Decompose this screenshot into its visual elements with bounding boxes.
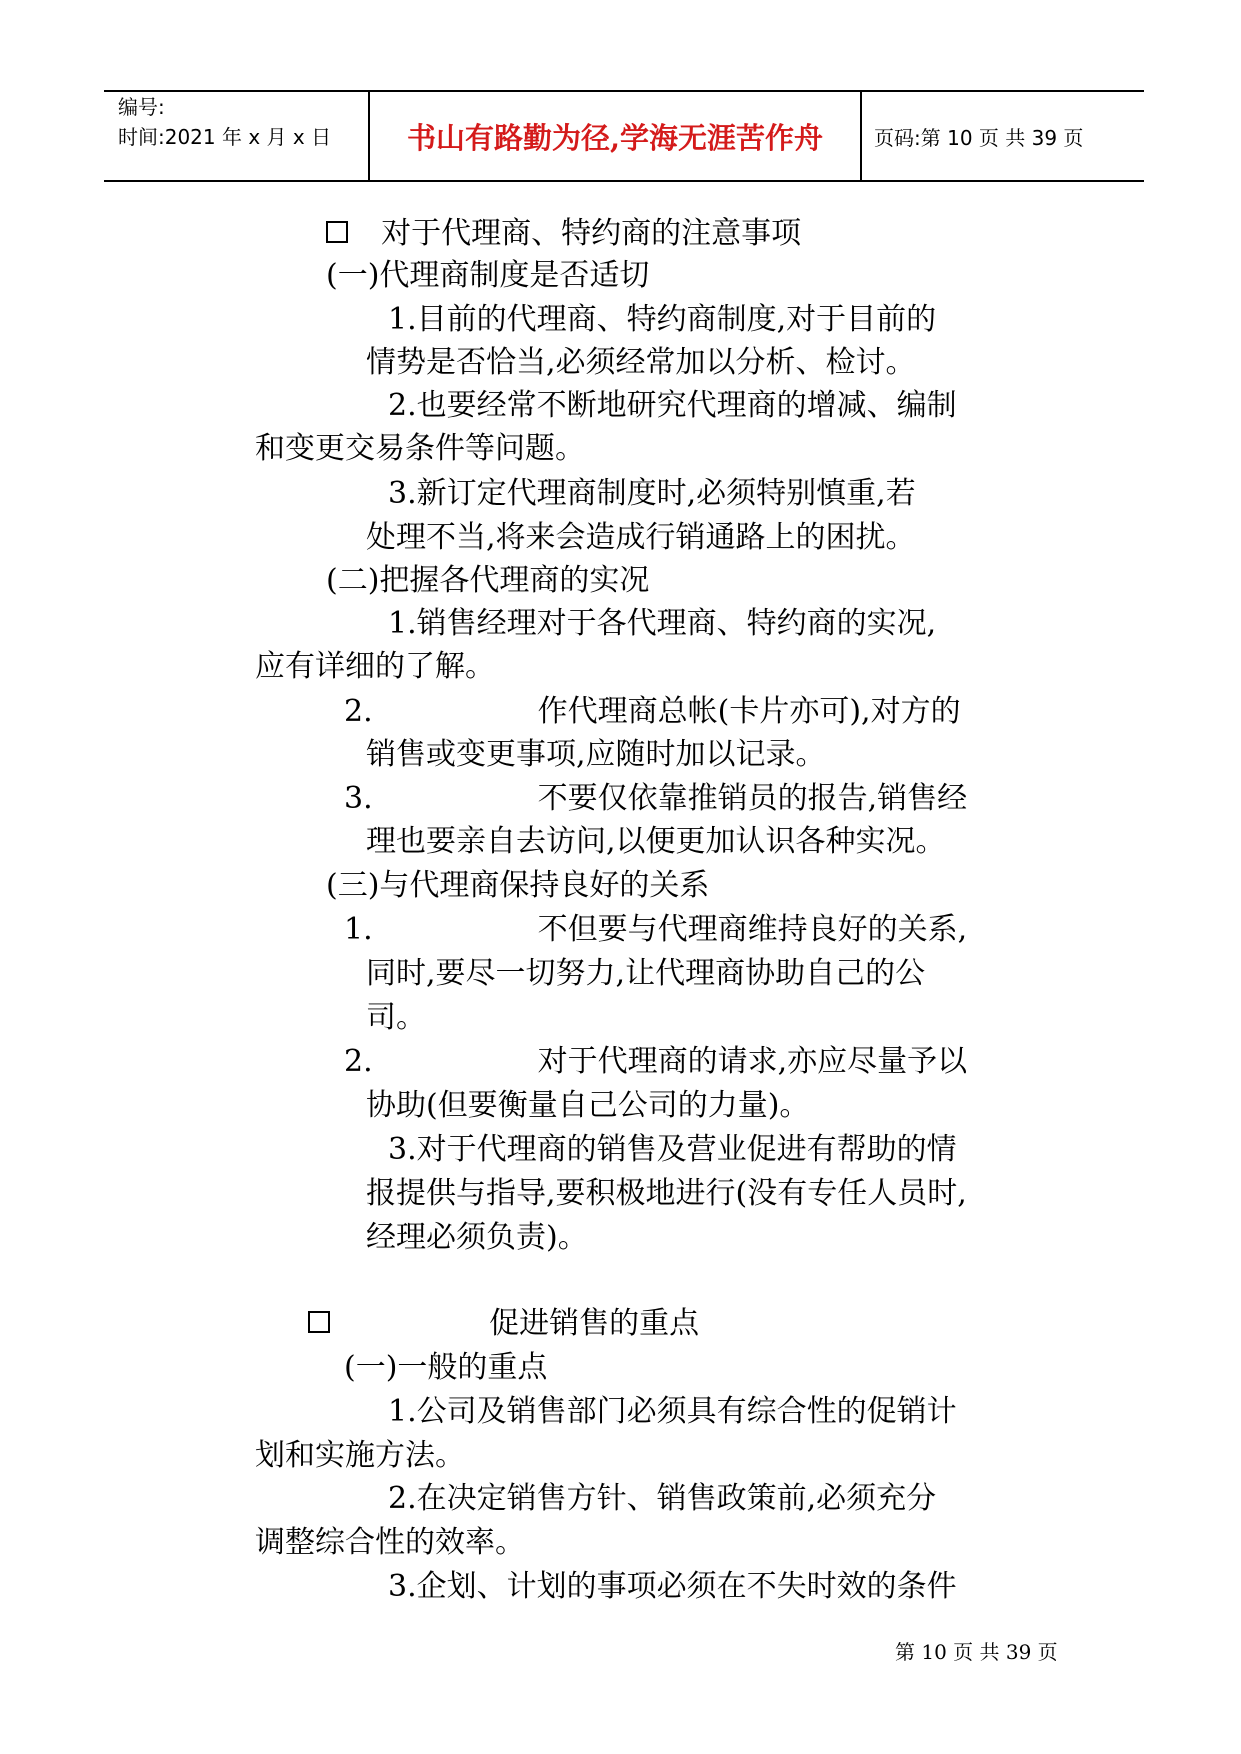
paragraph-line — [344, 1042, 967, 1082]
paragraph-line: 经理必须负责)。 — [366, 1220, 588, 1255]
subsection-heading: (一)一般的重点 — [344, 1350, 548, 1385]
page-header — [104, 90, 1144, 182]
paragraph-line: 应有详细的了解。 — [255, 649, 495, 684]
paragraph-line: 销售或变更事项,应随时加以记录。 — [366, 737, 826, 772]
paragraph-line: 2.在决定销售方针、销售政策前,必须充分 — [388, 1481, 937, 1516]
checkbox-square-icon — [308, 1311, 330, 1333]
paragraph-line: 司。 — [366, 1000, 426, 1035]
list-text: 不但要与代理商维持良好的关系, — [537, 912, 968, 947]
paragraph-line — [344, 779, 967, 819]
list-number: 2. — [344, 1044, 373, 1079]
subsection-heading: (二)把握各代理商的实况 — [326, 563, 650, 598]
paragraph-line: 3.企划、计划的事项必须在不失时效的条件 — [388, 1569, 957, 1604]
section-heading — [308, 1304, 699, 1344]
paragraph-line: 协助(但要衡量自己公司的力量)。 — [366, 1088, 810, 1123]
paragraph-line — [344, 692, 961, 732]
paragraph-line: 划和实施方法。 — [255, 1438, 465, 1473]
section-heading — [326, 214, 801, 254]
list-number: 1. — [344, 912, 373, 947]
paragraph-line: 2.也要经常不断地研究代理商的增减、编制 — [388, 388, 957, 423]
list-text: 不要仅依靠推销员的报告,销售经 — [537, 781, 968, 816]
section-title: 对于代理商、特约商的注意事项 — [381, 216, 802, 251]
paragraph-line: 1.销售经理对于各代理商、特约商的实况, — [388, 606, 937, 641]
subsection-heading: (三)与代理商保持良好的关系 — [326, 868, 710, 903]
list-text: 对于代理商的请求,亦应尽量予以 — [537, 1044, 968, 1079]
paragraph-line: 处理不当,将来会造成行销通路上的困扰。 — [366, 520, 916, 555]
section-title: 促进销售的重点 — [489, 1306, 700, 1341]
paragraph-line: 和变更交易条件等问题。 — [255, 431, 585, 466]
paragraph-line: 1.目前的代理商、特约商制度,对于目前的 — [388, 302, 937, 337]
list-number: 3. — [344, 781, 373, 816]
paragraph-line: 同时,要尽一切努力,让代理商协助自己的公 — [366, 956, 926, 991]
paragraph-line: 3.对于代理商的销售及营业促进有帮助的情 — [388, 1132, 957, 1167]
paragraph-line: 1.公司及销售部门必须具有综合性的促销计 — [388, 1394, 957, 1429]
serial-label: 编号: — [118, 95, 165, 119]
subsection-heading: (一)代理商制度是否适切 — [326, 258, 650, 293]
paragraph-line — [344, 910, 967, 950]
page-footer: 第 10 页 共 39 页 — [895, 1640, 1058, 1664]
header-motto: 书山有路勤为径,学海无涯苦作舟 — [406, 120, 824, 155]
paragraph-line: 3.新订定代理商制度时,必须特别慎重,若 — [388, 476, 916, 511]
list-text: 作代理商总帐(卡片亦可),对方的 — [537, 694, 961, 729]
paragraph-line: 理也要亲自去访问,以便更加认识各种实况。 — [366, 824, 946, 859]
header-divider — [860, 92, 862, 180]
paragraph-line: 情势是否恰当,必须经常加以分析、检讨。 — [366, 345, 916, 380]
header-page-info: 页码:第 10 页 共 39 页 — [874, 125, 1084, 150]
paragraph-line: 调整综合性的效率。 — [255, 1525, 525, 1560]
list-number: 2. — [344, 694, 373, 729]
time-label: 时间:2021 年 x 月 x 日 — [118, 125, 332, 149]
header-meta — [118, 92, 331, 152]
checkbox-square-icon — [326, 221, 348, 243]
paragraph-line: 报提供与指导,要积极地进行(没有专任人员时, — [366, 1176, 967, 1211]
